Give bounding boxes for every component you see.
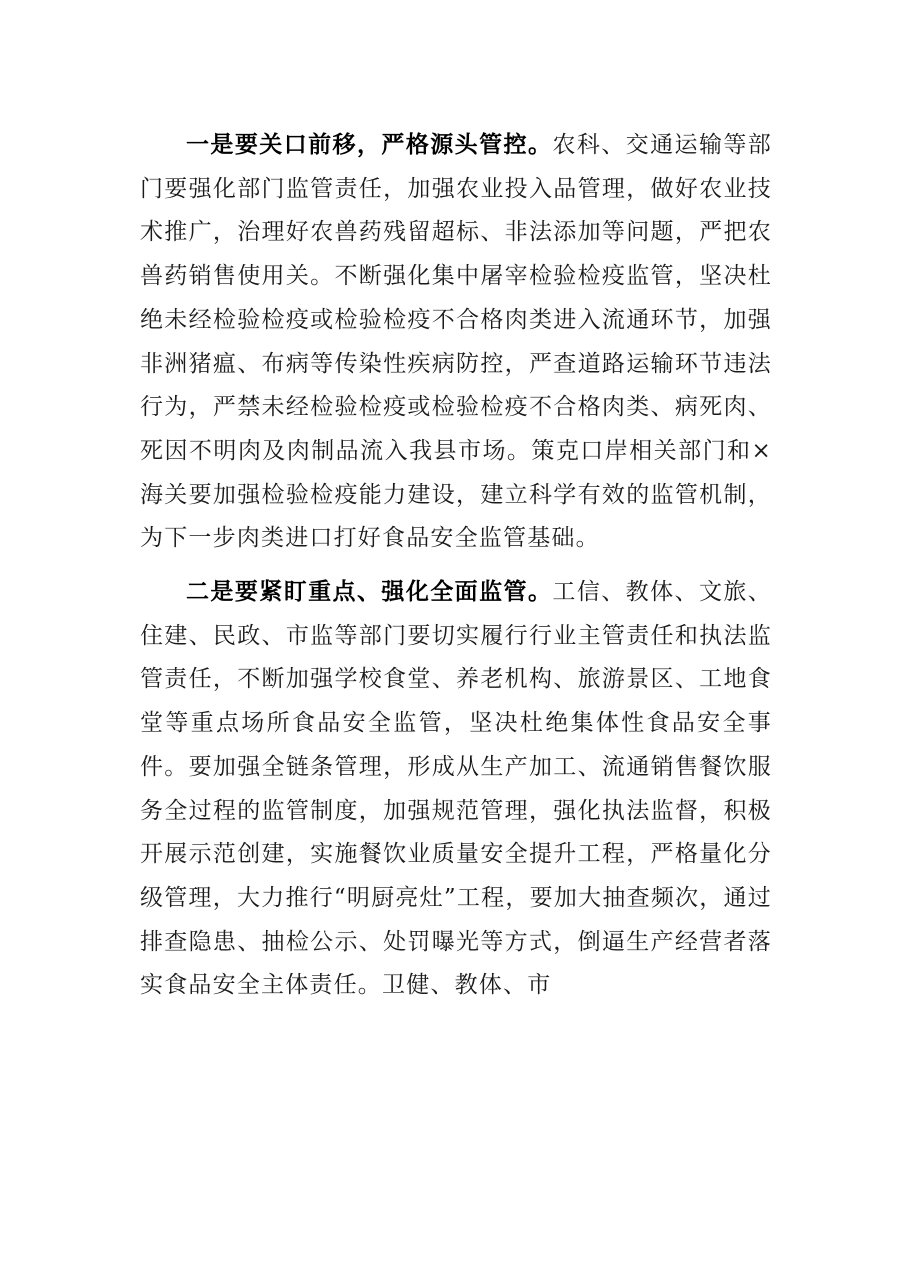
paragraph-key-supervision — [140, 571, 772, 1008]
document-body — [140, 124, 772, 1008]
paragraph-lead-heading: 一是要关口前移，严格源头管控。 — [186, 132, 553, 158]
paragraph-source-control — [140, 124, 772, 561]
paragraph-body-text: 工信、教体、文旅、住建、民政、市监等部门要切实履行行业主管责任和执法监管责任，不断加强学校食堂、养老机构、旅游景区、工地食堂等重点场所食品安全监管，坚决杜绝集体性食品安全事件。要加强全链条管理，形成从生产加工、流通销售餐饮服务全过程的监管制度，加强规范管理，强化执法监督，积极开展示范创建，实施餐饮业质量安全提升工程，严格量化分级管理，大力推行“明厨亮灶”工程，要加大抽查频次，通过排查隐患、抽检公示、处罚曝光等方式，倒逼生产经营者落实食品安全主体责任。卫健、教体、市 — [140, 579, 772, 999]
paragraph-body-text: 农科、交通运输等部门要强化部门监管责任，加强农业投入品管理，做好农业技术推广，治理好农兽药残留超标、非法添加等问题，严把农兽药销售使用关。不断强化集中屠宰检验检疫监管，坚决杜绝未经检验检疫或检验检疫不合格肉类进入流通环节，加强非洲猪瘟、布病等传染性疾病防控，严查道路运输环节违法行为，严禁未经检验检疫或检验检疫不合格肉类、病死肉、死因不明肉及肉制品流入我县市场。策克口岸相关部门和×海关要加强检验检疫能力建设，建立科学有效的监管机制，为下一步肉类进口打好食品安全监管基础。 — [140, 132, 772, 552]
paragraph-lead-heading: 二是要紧盯重点、强化全面监管。 — [186, 579, 553, 606]
